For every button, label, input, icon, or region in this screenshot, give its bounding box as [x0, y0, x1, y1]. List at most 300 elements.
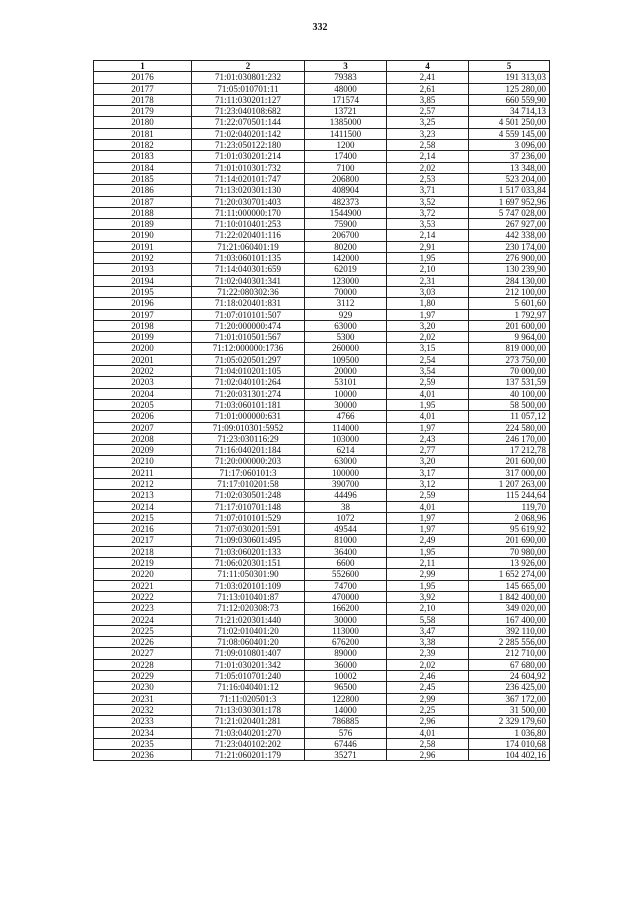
row-number-cell: 20202 — [94, 366, 192, 377]
row-number-cell: 20178 — [94, 94, 192, 105]
rate-cell: 3,71 — [387, 185, 469, 196]
cadastral-number-cell: 71:05:010701:240 — [192, 671, 305, 682]
value-cell: 130 239,90 — [469, 264, 550, 275]
rate-cell: 1,80 — [387, 298, 469, 309]
value-cell: 104 402,16 — [469, 750, 550, 761]
area-cell: 75900 — [305, 219, 387, 230]
area-cell: 109500 — [305, 354, 387, 365]
table-row — [94, 614, 550, 625]
row-number-cell: 20189 — [94, 219, 192, 230]
area-cell: 552600 — [305, 569, 387, 580]
rate-cell: 3,38 — [387, 637, 469, 648]
rate-cell: 2,58 — [387, 140, 469, 151]
area-cell: 30000 — [305, 399, 387, 410]
row-number-cell: 20221 — [94, 580, 192, 591]
value-cell: 1 652 274,00 — [469, 569, 550, 580]
row-number-cell: 20218 — [94, 546, 192, 557]
area-cell: 79383 — [305, 72, 387, 83]
value-cell: 34 714,13 — [469, 106, 550, 117]
cadastral-number-cell: 71:14:040301:659 — [192, 264, 305, 275]
table-row — [94, 230, 550, 241]
rate-cell: 2,96 — [387, 750, 469, 761]
cadastral-number-cell: 71:20:000000:474 — [192, 320, 305, 331]
row-number-cell: 20224 — [94, 614, 192, 625]
table-row — [94, 558, 550, 569]
table-row — [94, 625, 550, 636]
area-cell: 206700 — [305, 230, 387, 241]
row-number-cell: 20222 — [94, 591, 192, 602]
rate-cell: 4,01 — [387, 501, 469, 512]
value-cell: 37 236,00 — [469, 151, 550, 162]
rate-cell: 3,72 — [387, 207, 469, 218]
table-row — [94, 682, 550, 693]
cadastral-number-cell: 71:17:010201:58 — [192, 478, 305, 489]
rate-cell: 2,25 — [387, 704, 469, 715]
area-cell: 74700 — [305, 580, 387, 591]
value-cell: 349 020,00 — [469, 603, 550, 614]
row-number-cell: 20176 — [94, 72, 192, 83]
rate-cell: 5,58 — [387, 614, 469, 625]
table-row — [94, 399, 550, 410]
row-number-cell: 20179 — [94, 106, 192, 117]
rate-cell: 2,10 — [387, 603, 469, 614]
table-row — [94, 241, 550, 252]
row-number-cell: 20197 — [94, 309, 192, 320]
cadastral-number-cell: 71:11:020501:3 — [192, 693, 305, 704]
table-row — [94, 366, 550, 377]
value-cell: 70 980,00 — [469, 546, 550, 557]
row-number-cell: 20188 — [94, 207, 192, 218]
rate-cell: 2,31 — [387, 275, 469, 286]
row-number-cell: 20229 — [94, 671, 192, 682]
cadastral-number-cell: 71:07:010101:507 — [192, 309, 305, 320]
cadastral-number-cell: 71:11:030201:127 — [192, 94, 305, 105]
row-number-cell: 20209 — [94, 445, 192, 456]
area-cell: 80200 — [305, 241, 387, 252]
value-cell: 317 000,00 — [469, 467, 550, 478]
row-number-cell: 20204 — [94, 388, 192, 399]
row-number-cell: 20219 — [94, 558, 192, 569]
table-row — [94, 275, 550, 286]
row-number-cell: 20225 — [94, 625, 192, 636]
table-row — [94, 219, 550, 230]
rate-cell: 2,77 — [387, 445, 469, 456]
value-cell: 174 010,68 — [469, 738, 550, 749]
cadastral-number-cell: 71:13:020301:130 — [192, 185, 305, 196]
area-cell: 5300 — [305, 332, 387, 343]
table-row — [94, 309, 550, 320]
cadastral-number-cell: 71:11:000000:170 — [192, 207, 305, 218]
area-cell: 89000 — [305, 648, 387, 659]
cadastral-number-cell: 71:22:020401:116 — [192, 230, 305, 241]
rate-cell: 1,97 — [387, 422, 469, 433]
rate-cell: 2,46 — [387, 671, 469, 682]
value-cell: 523 204,00 — [469, 173, 550, 184]
area-cell: 6214 — [305, 445, 387, 456]
row-number-cell: 20210 — [94, 456, 192, 467]
row-number-cell: 20227 — [94, 648, 192, 659]
row-number-cell: 20181 — [94, 128, 192, 139]
rate-cell: 2,54 — [387, 354, 469, 365]
row-number-cell: 20191 — [94, 241, 192, 252]
page-number: 332 — [312, 22, 328, 33]
rate-cell: 3,53 — [387, 219, 469, 230]
value-cell: 3 096,00 — [469, 140, 550, 151]
value-cell: 2 329 179,60 — [469, 716, 550, 727]
area-cell: 53101 — [305, 377, 387, 388]
rate-cell: 3,47 — [387, 625, 469, 636]
area-cell: 142000 — [305, 253, 387, 264]
rate-cell: 3,17 — [387, 467, 469, 478]
table-row — [94, 332, 550, 343]
rate-cell: 3,20 — [387, 456, 469, 467]
table-row — [94, 253, 550, 264]
area-cell: 36400 — [305, 546, 387, 557]
table-row — [94, 173, 550, 184]
cadastral-number-cell: 71:23:030116:29 — [192, 433, 305, 444]
cadastral-number-cell: 71:22:070501:144 — [192, 117, 305, 128]
area-cell: 70000 — [305, 286, 387, 297]
area-cell: 100000 — [305, 467, 387, 478]
cadastral-number-cell: 71:08:060401:20 — [192, 637, 305, 648]
row-number-cell: 20216 — [94, 524, 192, 535]
cadastral-number-cell: 71:17:060101:3 — [192, 467, 305, 478]
area-cell: 166200 — [305, 603, 387, 614]
area-cell: 44496 — [305, 490, 387, 501]
value-cell: 4 501 250,00 — [469, 117, 550, 128]
table-row — [94, 343, 550, 354]
cadastral-number-cell: 71:17:010701:148 — [192, 501, 305, 512]
cadastral-number-cell: 71:03:060101:181 — [192, 399, 305, 410]
value-cell: 137 531,59 — [469, 377, 550, 388]
area-cell: 929 — [305, 309, 387, 320]
table-row — [94, 456, 550, 467]
rate-cell: 1,97 — [387, 524, 469, 535]
area-cell: 30000 — [305, 614, 387, 625]
rate-cell: 2,41 — [387, 72, 469, 83]
value-cell: 224 580,00 — [469, 422, 550, 433]
value-cell: 58 500,00 — [469, 399, 550, 410]
table-row — [94, 128, 550, 139]
row-number-cell: 20199 — [94, 332, 192, 343]
value-cell: 442 338,00 — [469, 230, 550, 241]
cadastral-number-cell: 71:22:080302:36 — [192, 286, 305, 297]
cadastral-number-cell: 71:18:020401:831 — [192, 298, 305, 309]
rate-cell: 3,23 — [387, 128, 469, 139]
table-row — [94, 117, 550, 128]
table-row — [94, 354, 550, 365]
rate-cell: 2,14 — [387, 230, 469, 241]
rate-cell: 1,95 — [387, 399, 469, 410]
value-cell: 13 348,00 — [469, 162, 550, 173]
area-cell: 786885 — [305, 716, 387, 727]
row-number-cell: 20226 — [94, 637, 192, 648]
table-row — [94, 490, 550, 501]
area-cell: 408904 — [305, 185, 387, 196]
row-number-cell: 20211 — [94, 467, 192, 478]
rate-cell: 3,85 — [387, 94, 469, 105]
table-row — [94, 467, 550, 478]
cadastral-number-cell: 71:07:030201:591 — [192, 524, 305, 535]
row-number-cell: 20232 — [94, 704, 192, 715]
area-cell: 7100 — [305, 162, 387, 173]
area-cell: 35271 — [305, 750, 387, 761]
cadastral-number-cell: 71:01:030201:214 — [192, 151, 305, 162]
column-header-3: 3 — [305, 61, 387, 72]
table-row — [94, 433, 550, 444]
rate-cell: 2,02 — [387, 332, 469, 343]
cadastral-number-cell: 71:02:040301:341 — [192, 275, 305, 286]
rate-cell: 3,15 — [387, 343, 469, 354]
rate-cell: 3,03 — [387, 286, 469, 297]
rate-cell: 3,52 — [387, 196, 469, 207]
table-row — [94, 693, 550, 704]
value-cell: 13 926,00 — [469, 558, 550, 569]
cadastral-number-cell: 71:06:020301:151 — [192, 558, 305, 569]
area-cell: 3112 — [305, 298, 387, 309]
area-cell: 206800 — [305, 173, 387, 184]
table-row — [94, 83, 550, 94]
row-number-cell: 20193 — [94, 264, 192, 275]
area-cell: 123000 — [305, 275, 387, 286]
column-header-4: 4 — [387, 61, 469, 72]
cadastral-number-cell: 71:23:040102:202 — [192, 738, 305, 749]
rate-cell: 2,99 — [387, 693, 469, 704]
area-cell: 676200 — [305, 637, 387, 648]
rate-cell: 2,49 — [387, 535, 469, 546]
table-row — [94, 580, 550, 591]
table-row — [94, 648, 550, 659]
row-number-cell: 20186 — [94, 185, 192, 196]
rate-cell: 2,02 — [387, 659, 469, 670]
row-number-cell: 20182 — [94, 140, 192, 151]
row-number-cell: 20217 — [94, 535, 192, 546]
rate-cell: 3,54 — [387, 366, 469, 377]
rate-cell: 2,02 — [387, 162, 469, 173]
value-cell: 246 170,00 — [469, 433, 550, 444]
value-cell: 115 244,64 — [469, 490, 550, 501]
table-row — [94, 569, 550, 580]
row-number-cell: 20201 — [94, 354, 192, 365]
cadastral-number-cell: 71:03:040201:270 — [192, 727, 305, 738]
cadastral-number-cell: 71:05:010701:11 — [192, 83, 305, 94]
cadastral-number-cell: 71:14:020101:747 — [192, 173, 305, 184]
value-cell: 24 604,92 — [469, 671, 550, 682]
area-cell: 49544 — [305, 524, 387, 535]
area-cell: 122800 — [305, 693, 387, 704]
area-cell: 17400 — [305, 151, 387, 162]
table-row — [94, 140, 550, 151]
cadastral-number-cell: 71:12:020308:73 — [192, 603, 305, 614]
row-number-cell: 20192 — [94, 253, 192, 264]
value-cell: 67 680,00 — [469, 659, 550, 670]
table-row — [94, 422, 550, 433]
table-row — [94, 727, 550, 738]
table-row — [94, 264, 550, 275]
rate-cell: 4,01 — [387, 388, 469, 399]
cadastral-number-cell: 71:01:000000:631 — [192, 411, 305, 422]
rate-cell: 3,20 — [387, 320, 469, 331]
table-row — [94, 591, 550, 602]
table-row — [94, 524, 550, 535]
table-row — [94, 738, 550, 749]
rate-cell: 2,53 — [387, 173, 469, 184]
cadastral-number-cell: 71:21:060201:179 — [192, 750, 305, 761]
cadastral-number-cell: 71:01:030201:342 — [192, 659, 305, 670]
table-row — [94, 603, 550, 614]
value-cell: 11 057,12 — [469, 411, 550, 422]
area-cell: 6600 — [305, 558, 387, 569]
row-number-cell: 20198 — [94, 320, 192, 331]
row-number-cell: 20228 — [94, 659, 192, 670]
value-cell: 1 792,97 — [469, 309, 550, 320]
table-row — [94, 704, 550, 715]
rate-cell: 3,25 — [387, 117, 469, 128]
area-cell: 470000 — [305, 591, 387, 602]
cadastral-number-cell: 71:21:020401:281 — [192, 716, 305, 727]
table-body — [94, 72, 550, 761]
cadastral-number-cell: 71:10:010401:253 — [192, 219, 305, 230]
value-cell: 2 285 556,00 — [469, 637, 550, 648]
table-row — [94, 750, 550, 761]
table-row — [94, 637, 550, 648]
value-cell: 167 400,00 — [469, 614, 550, 625]
value-cell: 2 068,96 — [469, 512, 550, 523]
rate-cell: 2,59 — [387, 490, 469, 501]
table-row — [94, 659, 550, 670]
area-cell: 1411500 — [305, 128, 387, 139]
value-cell: 191 313,03 — [469, 72, 550, 83]
row-number-cell: 20196 — [94, 298, 192, 309]
row-number-cell: 20214 — [94, 501, 192, 512]
rate-cell: 1,97 — [387, 512, 469, 523]
cadastral-number-cell: 71:01:030801:232 — [192, 72, 305, 83]
row-number-cell: 20220 — [94, 569, 192, 580]
row-number-cell: 20236 — [94, 750, 192, 761]
table-row — [94, 94, 550, 105]
row-number-cell: 20230 — [94, 682, 192, 693]
area-cell: 63000 — [305, 456, 387, 467]
rate-cell: 2,11 — [387, 558, 469, 569]
area-cell: 81000 — [305, 535, 387, 546]
table-row — [94, 671, 550, 682]
row-number-cell: 20180 — [94, 117, 192, 128]
rate-cell: 2,43 — [387, 433, 469, 444]
value-cell: 40 100,00 — [469, 388, 550, 399]
row-number-cell: 20233 — [94, 716, 192, 727]
cadastral-number-cell: 71:12:000000:1736 — [192, 343, 305, 354]
area-cell: 1072 — [305, 512, 387, 523]
cadastral-number-cell: 71:16:040201:184 — [192, 445, 305, 456]
value-cell: 212 710,00 — [469, 648, 550, 659]
value-cell: 1 697 952,96 — [469, 196, 550, 207]
row-number-cell: 20213 — [94, 490, 192, 501]
rate-cell: 4,01 — [387, 411, 469, 422]
cadastral-number-cell: 71:23:050122:180 — [192, 140, 305, 151]
row-number-cell: 20200 — [94, 343, 192, 354]
value-cell: 819 000,00 — [469, 343, 550, 354]
area-cell: 103000 — [305, 433, 387, 444]
row-number-cell: 20205 — [94, 399, 192, 410]
value-cell: 1 842 400,00 — [469, 591, 550, 602]
value-cell: 125 280,00 — [469, 83, 550, 94]
cadastral-number-cell: 71:20:030701:403 — [192, 196, 305, 207]
area-cell: 1385000 — [305, 117, 387, 128]
rate-cell: 1,95 — [387, 546, 469, 557]
row-number-cell: 20177 — [94, 83, 192, 94]
table-row — [94, 72, 550, 83]
cadastral-number-cell: 71:02:040201:142 — [192, 128, 305, 139]
value-cell: 145 665,00 — [469, 580, 550, 591]
value-cell: 95 619,92 — [469, 524, 550, 535]
rate-cell: 3,92 — [387, 591, 469, 602]
row-number-cell: 20231 — [94, 693, 192, 704]
area-cell: 62019 — [305, 264, 387, 275]
rate-cell: 2,59 — [387, 377, 469, 388]
value-cell: 230 174,00 — [469, 241, 550, 252]
table-row — [94, 546, 550, 557]
value-cell: 1 517 033,84 — [469, 185, 550, 196]
rate-cell: 2,61 — [387, 83, 469, 94]
table-row — [94, 196, 550, 207]
value-cell: 70 000,00 — [469, 366, 550, 377]
rate-cell: 2,10 — [387, 264, 469, 275]
table-row — [94, 106, 550, 117]
row-number-cell: 20184 — [94, 162, 192, 173]
cadastral-number-cell: 71:02:030501:248 — [192, 490, 305, 501]
value-cell: 212 100,00 — [469, 286, 550, 297]
cadastral-number-cell: 71:20:031301:274 — [192, 388, 305, 399]
table-row — [94, 162, 550, 173]
row-number-cell: 20223 — [94, 603, 192, 614]
table-row — [94, 411, 550, 422]
table-row — [94, 286, 550, 297]
area-cell: 4766 — [305, 411, 387, 422]
value-cell: 5 747 028,00 — [469, 207, 550, 218]
area-cell: 36000 — [305, 659, 387, 670]
area-cell: 10002 — [305, 671, 387, 682]
column-header-1: 1 — [94, 61, 192, 72]
cadastral-number-cell: 71:16:040401:12 — [192, 682, 305, 693]
row-number-cell: 20194 — [94, 275, 192, 286]
row-number-cell: 20187 — [94, 196, 192, 207]
row-number-cell: 20234 — [94, 727, 192, 738]
rate-cell: 2,45 — [387, 682, 469, 693]
value-cell: 392 110,00 — [469, 625, 550, 636]
table-row — [94, 478, 550, 489]
row-number-cell: 20185 — [94, 173, 192, 184]
area-cell: 63000 — [305, 320, 387, 331]
value-cell: 1 036,80 — [469, 727, 550, 738]
row-number-cell: 20203 — [94, 377, 192, 388]
table-row — [94, 501, 550, 512]
cadastral-number-cell: 71:05:020501:297 — [192, 354, 305, 365]
rate-cell: 2,57 — [387, 106, 469, 117]
area-cell: 114000 — [305, 422, 387, 433]
column-header-5: 5 — [469, 61, 550, 72]
table-row — [94, 151, 550, 162]
row-number-cell: 20212 — [94, 478, 192, 489]
cadastral-number-cell: 71:02:010401:20 — [192, 625, 305, 636]
column-header-2: 2 — [192, 61, 305, 72]
cadastral-number-cell: 71:21:060401:19 — [192, 241, 305, 252]
cadastral-number-cell: 71:23:040108:682 — [192, 106, 305, 117]
cadastral-number-cell: 71:02:040101:264 — [192, 377, 305, 388]
table-row — [94, 185, 550, 196]
row-number-cell: 20207 — [94, 422, 192, 433]
value-cell: 201 690,00 — [469, 535, 550, 546]
area-cell: 260000 — [305, 343, 387, 354]
